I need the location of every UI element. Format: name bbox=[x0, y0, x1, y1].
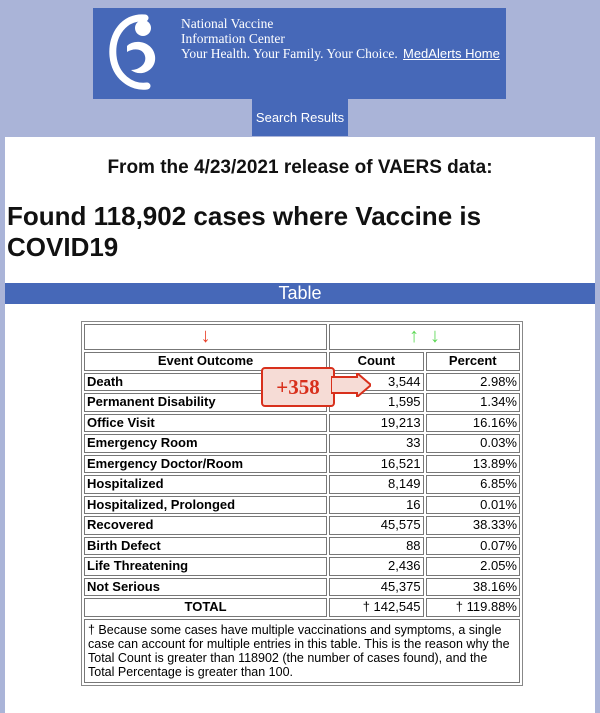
cell-outcome: Hospitalized bbox=[84, 475, 327, 494]
cell-percent: 1.34% bbox=[426, 393, 520, 412]
cell-outcome: Life Threatening bbox=[84, 557, 327, 576]
total-row bbox=[84, 598, 520, 617]
cell-percent: 0.07% bbox=[426, 537, 520, 556]
cell-count: 2,436 bbox=[329, 557, 423, 576]
cell-outcome: Emergency Doctor/Room bbox=[84, 455, 327, 474]
cell-outcome: Birth Defect bbox=[84, 537, 327, 556]
table-row bbox=[84, 475, 520, 494]
cell-percent: 13.89% bbox=[426, 455, 520, 474]
cell-count: 3,544 bbox=[329, 373, 423, 392]
cell-percent: 0.03% bbox=[426, 434, 520, 453]
table-row bbox=[84, 516, 520, 535]
table-row bbox=[84, 557, 520, 576]
cell-count: 33 bbox=[329, 434, 423, 453]
cell-percent: 16.16% bbox=[426, 414, 520, 433]
table-row bbox=[84, 496, 520, 515]
mother-child-logo-icon bbox=[105, 12, 167, 92]
cell-outcome: Not Serious bbox=[84, 578, 327, 597]
cell-count: 16 bbox=[329, 496, 423, 515]
table-row bbox=[84, 414, 520, 433]
column-header-percent[interactable]: Percent bbox=[426, 352, 520, 371]
cell-percent: 6.85% bbox=[426, 475, 520, 494]
table-section-heading: Table bbox=[5, 283, 595, 304]
cell-outcome: Death bbox=[84, 373, 327, 392]
sort-down-green-icon[interactable]: ↓ bbox=[429, 325, 440, 347]
org-line-1: National Vaccine bbox=[181, 16, 274, 31]
sort-down-red-icon[interactable]: ↓ bbox=[200, 325, 211, 347]
total-percent: † 119.88% bbox=[426, 598, 520, 617]
tagline: Your Health. Your Family. Your Choice. bbox=[181, 46, 398, 61]
cell-count: 45,375 bbox=[329, 578, 423, 597]
cell-percent: 38.16% bbox=[426, 578, 520, 597]
results-panel bbox=[5, 137, 595, 713]
callout-arrow-icon bbox=[331, 373, 371, 397]
cell-outcome: Office Visit bbox=[84, 414, 327, 433]
cell-percent: 2.05% bbox=[426, 557, 520, 576]
cell-percent: 38.33% bbox=[426, 516, 520, 535]
table-row bbox=[84, 434, 520, 453]
total-count: † 142,545 bbox=[329, 598, 423, 617]
footnote-text: † Because some cases have multiple vaccinations and symptoms, a single case can account for multiple entries in this table. This is the reason why the Total Count is greater than 118902 (the number of cases found), and the Total Percentage is greater than 100. bbox=[84, 619, 520, 683]
cell-count: 45,575 bbox=[329, 516, 423, 535]
table-row bbox=[84, 455, 520, 474]
cell-percent: 0.01% bbox=[426, 496, 520, 515]
cell-count: 88 bbox=[329, 537, 423, 556]
release-text: From the 4/23/2021 release of VAERS data: bbox=[107, 157, 493, 178]
cell-percent: 2.98% bbox=[426, 373, 520, 392]
total-label: TOTAL bbox=[84, 598, 327, 617]
sort-up-green-icon[interactable]: ↑ bbox=[409, 325, 420, 347]
org-line-2: Information Center bbox=[181, 31, 285, 46]
org-name bbox=[181, 16, 398, 61]
cell-count: 16,521 bbox=[329, 455, 423, 474]
cell-count: 8,149 bbox=[329, 475, 423, 494]
cell-outcome: Hospitalized, Prolonged bbox=[84, 496, 327, 515]
sort-cell-outcome bbox=[84, 324, 327, 350]
column-header-count[interactable]: Count bbox=[329, 352, 423, 371]
cell-outcome: Emergency Room bbox=[84, 434, 327, 453]
cell-count: 1,595 bbox=[329, 393, 423, 412]
cell-count: 19,213 bbox=[329, 414, 423, 433]
column-header-outcome[interactable]: Event Outcome bbox=[84, 352, 327, 371]
cell-outcome: Permanent Disability bbox=[84, 393, 327, 412]
table-row bbox=[84, 537, 520, 556]
found-heading: Found 118,902 cases where Vaccine is COVID19 bbox=[7, 201, 482, 262]
table-row bbox=[84, 578, 520, 597]
footnote-row bbox=[84, 619, 520, 683]
sort-cell-count bbox=[329, 324, 520, 350]
breadcrumb-search-results[interactable]: Search Results bbox=[252, 99, 348, 136]
sort-arrows-row bbox=[84, 324, 520, 350]
cell-outcome: Recovered bbox=[84, 516, 327, 535]
header-banner bbox=[93, 8, 506, 99]
death-increase-callout: +358 bbox=[261, 367, 335, 407]
medalerts-home-link[interactable]: MedAlerts Home bbox=[403, 46, 500, 61]
